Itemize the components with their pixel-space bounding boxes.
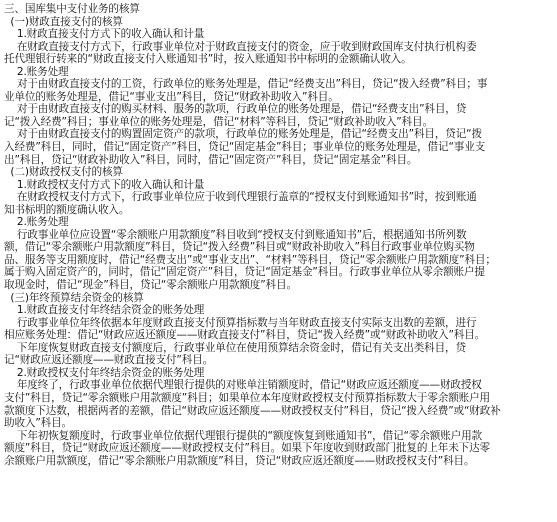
text-line: 托代理银行转来的“财政直接支付入账通知书”时，按入账通知书中标明的金额确认收入。 xyxy=(4,53,412,66)
text-line: (一)财政直接支付的核算 xyxy=(4,15,123,28)
text-line: 入经费”科目，同时，借记“固定资产”科目，贷记“固定基金”科目；事业单位的账务处理是，借记“事业支 xyxy=(4,141,486,154)
text-line: 记“财政应返还额度——财政直接支付”科目。 xyxy=(4,354,214,367)
text-line: 对于由财政直接支付的购买材料、服务的款项，行政单位的账务处理是，借记“经费支出”科目，贷 xyxy=(4,103,467,116)
text-line: 2.账务处理 xyxy=(4,65,69,78)
text-line: 在财政直接支付方式下，行政事业单位对于财政直接支付的资金，应于收到财政国库支付执行机构委 xyxy=(4,40,477,53)
text-line: 余额账户用款额度，借记“零余额账户用款额度”科目，贷记“财政应返还额度——财政授权支付”科目。 xyxy=(4,454,475,467)
text-line: 下年初恢复额度时，行政事业单位依据代理银行提供的“额度恢复到账通知书”，借记“零余额账户用款 xyxy=(4,429,482,442)
text-line: 额，借记“零余额账户用款额度”科目，贷记“拨入经费”科目或“财政补助收入”科目行政事业单位购买物 xyxy=(4,241,475,254)
text-line: 在财政授权支付方式下，行政事业单位应于收到代理银行盖章的“授权支付到账通知书”时，按到账通 xyxy=(4,191,477,204)
text-line: 业单位的账务处理是，借记“事业支出”科目，贷记“财政补助收入”科目。 xyxy=(4,90,339,103)
text-line: 出”科目，贷记“财政补助收入”科目，同时，借记“固定资产”科目，贷记“固定基金”科目。 xyxy=(4,153,418,166)
text-line: 2.财政授权支付年终结余资金的账务处理 xyxy=(4,366,205,379)
text-line: 行政事业单位应设置“零余额账户用款额度”科目收到“授权支付到账通知书”后，根据通知书所列数 xyxy=(4,228,467,241)
text-line: 品、服务等支用额度时，借记“经费支出”或“事业支出”、“材料”等科目，贷记“零余额账户用款额度”科目； xyxy=(4,253,496,266)
text-line: 知书标明的额度确认收入。 xyxy=(4,203,130,216)
text-line: 对于由财政直接支付的工资，行政单位的账务处理是，借记“经费支出”科目，贷记“拨入经费”科目；事 xyxy=(4,78,488,91)
text-line: 取现金时，借记“现金”科目，贷记“零余额账户用款额度”科目。 xyxy=(4,279,297,292)
text-line: 1.财政直接支付方式下的收入确认和计量 xyxy=(4,28,205,41)
text-line: 相应账务处理：借记“财政应返还额度——财政直接支付”科目，贷记“拨入经费”或“财政补助收入”科目。 xyxy=(4,329,486,342)
text-line: 记“拨入经费”科目；事业单位的账务处理是，借记“材料”等科目，贷记“财政补助收入”科目。 xyxy=(4,115,433,128)
text-line: 下年度恢复财政直接支付额度后，行政事业单位在使用预算结余资金时，借记有关支出类科目，贷 xyxy=(4,341,466,354)
text-line: (二)财政授权支付的核算 xyxy=(4,166,123,179)
text-line: 对于由财政直接支付的购置固定资产的款项，行政单位的账务处理是，借记“经费支出”科目，贷记“拨 xyxy=(4,128,482,141)
text-line: 额度”科目，贷记“财政应返还额度——财政授权支付”科目。如果下年度收到财政部门批复的上年未下达零 xyxy=(4,442,490,455)
text-line: (三)年终预算结余资金的核算 xyxy=(4,291,144,304)
text-line: 2.账务处理 xyxy=(4,216,69,229)
text-line: 属于购入固定资产的，同时，借记“固定资产”科目，贷记“固定基金”科目。行政事业单位从零余额账户提 xyxy=(4,266,485,279)
text-line: 1.财政授权支付方式下的收入确认和计量 xyxy=(4,178,205,191)
text-line: 款额度下达数，根据两者的差额，借记“财政应返还额度——财政授权支付”科目，贷记“拨入经费”或“财政补 xyxy=(4,404,501,417)
text-line: 行政事业单位年终依据本年度财政直接支付预算指标数与当年财政直接支付实际支出数的差额，进行 xyxy=(4,316,477,329)
text-line: 三、国库集中支付业务的核算 xyxy=(4,3,140,15)
text-line: 1.财政直接支付年终结余资金的账务处理 xyxy=(4,304,205,317)
text-line: 助收入”科目。 xyxy=(4,417,73,430)
text-line: 支付”科目，贷记“零余额账户用款额度”科目；如果单位本年度财政授权支付预算指标数大于零余额账户用 xyxy=(4,391,490,404)
text-line: 年度终了，行政事业单位依据代理银行提供的对账单注销额度时，借记“财政应返还额度——财政授权 xyxy=(4,379,482,392)
